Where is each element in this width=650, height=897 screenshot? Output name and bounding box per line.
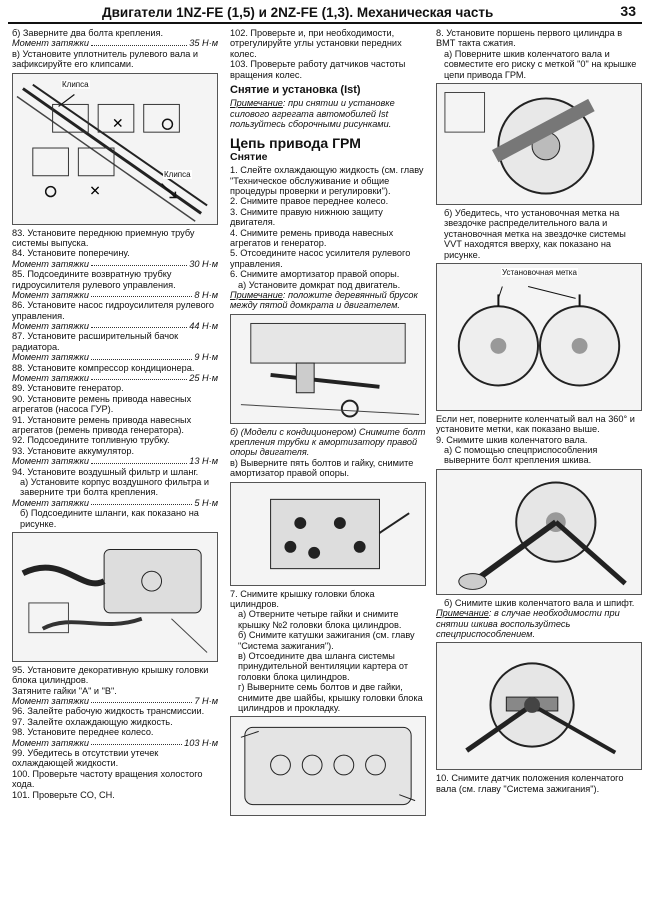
column-right bbox=[436, 28, 642, 794]
torque-line: Момент затяжки 13 Н·м bbox=[12, 456, 218, 467]
page-title: Двигатели 1NZ-FE (1,5) и 2NZ-FE (1,3). Механическая часть bbox=[102, 4, 494, 20]
text-line: Если нет, поверните коленчатый вал на 360° и установите метки, как показано выше. bbox=[436, 413, 635, 435]
text-line: 5. Отсоедините насос усилителя рулевого управления. bbox=[230, 248, 411, 269]
text-line: 8. Установите поршень первого цилиндра в ВМТ такта сжатия. bbox=[436, 28, 623, 49]
text-line: б) Заверните два болта крепления. bbox=[12, 28, 164, 38]
text-line: б) (Модели с кондиционером) Снимите болт крепления трубки к амортизатору правой опоры двигателя. bbox=[230, 426, 426, 458]
text-line: 103. Проверьте работу датчиков частоты вращения колес. bbox=[230, 59, 406, 80]
text-line: 7. Снимите крышку головки блока цилиндров. bbox=[230, 588, 375, 610]
text-line: 87. Установите расширительный бачок радиатора. bbox=[12, 331, 179, 352]
text-line: Затяните гайки "А" и "В". bbox=[12, 685, 117, 696]
note: Примечание: в случае необходимости при снятии шкива воспользуйтесь спецприспособлением. bbox=[436, 608, 620, 640]
torque-line: Момент затяжки 103 Н·м bbox=[12, 737, 218, 748]
text-line: 3. Снимите правую нижнюю защиту двигателя. bbox=[230, 206, 383, 228]
text-line: 93. Установите аккумулятор. bbox=[12, 445, 135, 456]
page-header bbox=[8, 2, 642, 24]
text-line: 89. Установите генератор. bbox=[12, 383, 124, 394]
text-line: а) Установите корпус воздушного фильтра и заверните три болта крепления. bbox=[20, 476, 210, 498]
note: Примечание: положите деревянный брусок между пятой домкрата и двигателем. bbox=[230, 289, 418, 311]
svg-text:✕: ✕ bbox=[89, 183, 101, 200]
mount-damper-illustration bbox=[231, 483, 425, 585]
steering-seal-illustration bbox=[13, 74, 217, 224]
text-line: 102. Проверьте и, при необходимости, отрегулируйте углы установки передних колес. bbox=[230, 28, 402, 59]
section-title: Цепь привода ГРМ bbox=[230, 134, 361, 151]
text-line: а) С помощью спецприспособления выверните болт крепления шкива. bbox=[444, 445, 598, 466]
figure-label: Клипса bbox=[164, 169, 191, 179]
text-line: а) Установите домкрат под двигатель. bbox=[238, 279, 401, 290]
jack-illustration bbox=[231, 315, 425, 423]
text-line: 94. Установите воздушный фильтр и шланг. bbox=[12, 466, 199, 477]
text-line: б) Снимите катушки зажигания (см. главу "Система зажигания"). bbox=[238, 630, 415, 651]
text-line: 100. Проверьте частоту вращения холостого хода. bbox=[12, 768, 203, 790]
subsection-heading: Снятие bbox=[230, 151, 268, 164]
text-line: 1. Слейте охлаждающую жидкость (см. главу "Техническое обслуживание и общие процедуры проверки и регулировки"). bbox=[230, 165, 424, 196]
text-line: б) Убедитесь, что установочная метка на звездочке распределительного вала и установочная метка на звездочке системы VVT находятся вверху, как показано на рисунке. bbox=[444, 207, 626, 260]
figure-puller-tool bbox=[436, 642, 642, 770]
figure-label: Клипса bbox=[62, 79, 89, 89]
cylinder-head-cover-illustration bbox=[231, 717, 425, 815]
figure-pulley-bolt-removal bbox=[436, 469, 642, 595]
text-line: 4. Снимите ремень привода навесных агрегатов и генератор. bbox=[230, 227, 394, 248]
torque-line: Момент затяжки 25 Н·м bbox=[12, 373, 218, 384]
text-line: 95. Установите декоративную крышку головки блока цилиндров. bbox=[12, 664, 209, 686]
torque-line: Момент затяжки 44 Н·м bbox=[12, 321, 218, 332]
figure-jack bbox=[230, 314, 426, 424]
figure-crank-pulley-mark bbox=[436, 83, 642, 205]
text-line: 6. Снимите амортизатор правой опоры. bbox=[230, 269, 400, 280]
text-line: 86. Установите насос гидроусилителя рулевого управления. bbox=[12, 300, 214, 321]
text-line: 84. Установите поперечину. bbox=[12, 248, 130, 259]
torque-line: Момент затяжки 9 Н·м bbox=[12, 352, 218, 363]
torque-line: Момент затяжки 35 Н·м bbox=[12, 38, 218, 49]
text-line: б) Подсоедините шланги, как показано на рисунке. bbox=[20, 508, 199, 529]
torque-line: Момент затяжки 7 Н·м bbox=[12, 696, 218, 707]
svg-text:✕: ✕ bbox=[112, 115, 124, 132]
text-line: 101. Проверьте CO, CH. bbox=[12, 789, 115, 800]
text-line: 88. Установите компрессор кондиционера. bbox=[12, 362, 195, 373]
torque-line: Момент затяжки 5 Н·м bbox=[12, 497, 218, 508]
column-middle bbox=[230, 28, 426, 819]
text-line: б) Снимите шкив коленчатого вала и шпифт. bbox=[444, 597, 635, 608]
torque-line: Момент затяжки 8 Н·м bbox=[12, 289, 218, 300]
text-line: а) Поверните шкив коленчатого вала и совместите его риску с меткой "0" на крышке цепи привода ГРМ. bbox=[444, 48, 637, 80]
text-line: а) Отверните четыре гайки и снимите крышку №2 головки блока цилиндров. bbox=[238, 609, 402, 630]
text-line: в) Установите уплотнитель рулевого вала и зафиксируйте его клипсами. bbox=[12, 48, 199, 70]
text-line: в) Выверните пять болтов и гайку, снимите амортизатор правой опоры. bbox=[230, 457, 414, 479]
text-line: 85. Подсоедините возвратную трубку гидроусилителя рулевого управления. bbox=[12, 269, 176, 290]
figure-steering-seal bbox=[12, 73, 218, 225]
text-line: 98. Установите переднее колесо. bbox=[12, 727, 154, 738]
puller-tool-illustration bbox=[437, 643, 641, 769]
text-line: 96. Залейте рабочую жидкость трансмиссии. bbox=[12, 706, 205, 717]
crank-pulley-mark-illustration bbox=[437, 84, 641, 204]
text-line: 9. Снимите шкив коленчатого вала. bbox=[436, 434, 588, 445]
figure-label: Установочная метка bbox=[502, 267, 577, 277]
column-left bbox=[12, 28, 218, 800]
text-line: г) Выверните семь болтов и две гайки, снимите две шайбы, крышку головки блока цилиндров и прокладку. bbox=[238, 682, 423, 713]
note: Примечание: при снятии и установке силового агрегата автомобилей Ist пользуйтесь сборочными рисунками. bbox=[230, 98, 395, 130]
figure-mount-damper bbox=[230, 482, 426, 586]
text-line: 2. Снимите правое переднее колесо. bbox=[230, 196, 389, 207]
text-line: в) Отсоедините два шланга системы принудительной вентиляции картера от головки блока цилиндров. bbox=[238, 650, 409, 682]
pulley-bolt-removal-illustration bbox=[437, 470, 641, 594]
figure-timing-marks bbox=[436, 263, 642, 411]
text-line: 83. Установите переднюю приемную трубу системы выпуска. bbox=[12, 227, 195, 248]
figure-cylinder-head-cover bbox=[230, 716, 426, 816]
torque-line: Момент затяжки 30 Н·м bbox=[12, 258, 218, 269]
text-line: 90. Установите ремень привода навесных агрегатов (насоса ГУР). bbox=[12, 393, 192, 415]
text-line: 97. Залейте охлаждающую жидкость. bbox=[12, 716, 173, 727]
text-line: 99. Убедитесь в отсутствии утечек охлаждающей жидкости. bbox=[12, 748, 159, 769]
page-number: 33 bbox=[620, 3, 636, 20]
section-heading: Снятие и установка (Ist) bbox=[230, 83, 361, 96]
text-line: 92. Подсоедините топливную трубку. bbox=[12, 435, 170, 446]
figure-air-filter bbox=[12, 532, 218, 662]
air-filter-illustration bbox=[13, 533, 217, 661]
text-line: 91. Установите ремень привода навесных агрегатов (ремень привода генератора). bbox=[12, 414, 192, 435]
timing-marks-illustration bbox=[437, 264, 641, 410]
text-line: 10. Снимите датчик положения коленчатого вала (см. главу "Система зажигания"). bbox=[436, 773, 624, 794]
